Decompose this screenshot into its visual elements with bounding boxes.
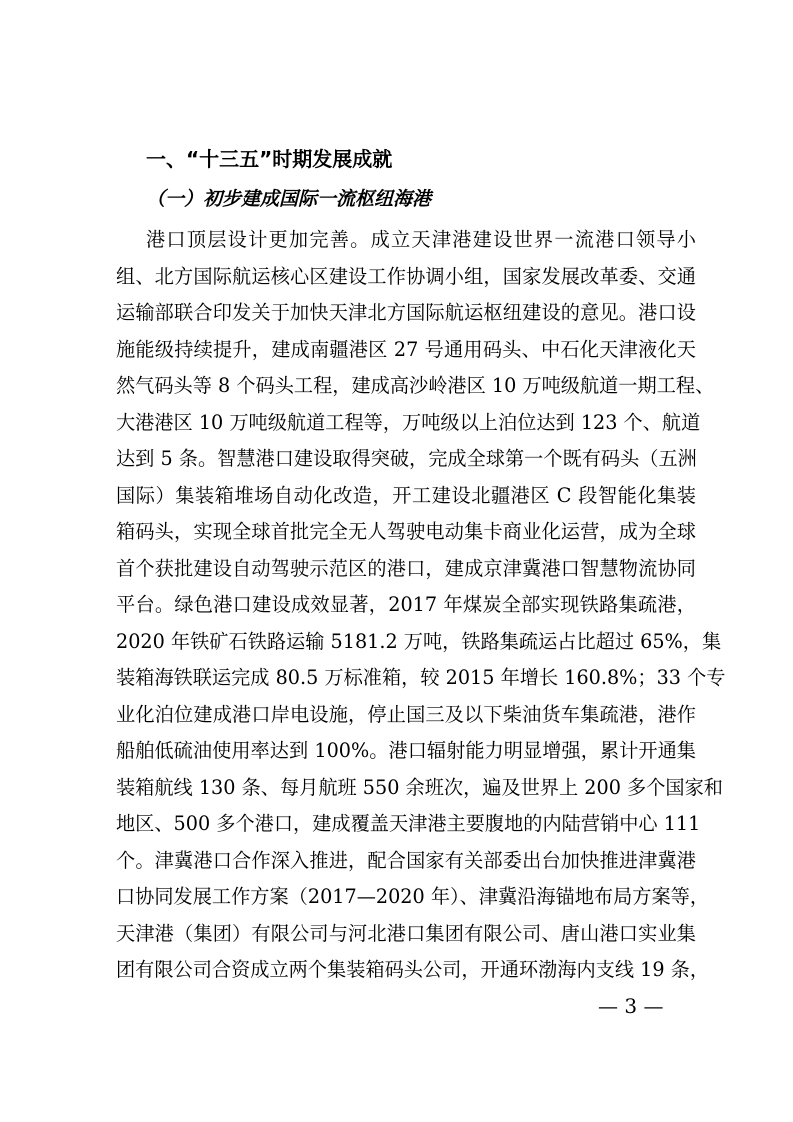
paragraph-line: 施能级持续提升，建成南疆港区 27 号通用码头、中石化天津液化天	[116, 337, 696, 361]
paragraph-line: 业化泊位建成港口岸电设施，停止国三及以下柴油货车集疏港，港作	[116, 702, 696, 726]
paragraph-line: 装箱海铁联运完成 80.5 万标准箱，较 2015 年增长 160.8%；33 个专	[116, 666, 726, 689]
body-paragraph	[116, 222, 726, 989]
page-number: — 3 —	[598, 994, 664, 1018]
paragraph-line: 国际）集装箱堆场自动化改造，开工建设北疆港区 C 段智能化集装	[116, 483, 696, 507]
paragraph-line: 然气码头等 8 个码头工程，建成高沙岭港区 10 万吨级航道一期工程、	[116, 374, 715, 397]
paragraph-line: 2020 年铁矿石铁路运输 5181.2 万吨，铁路集疏运占比超过 65%，集	[116, 629, 722, 653]
paragraph-line: 装箱航线 130 条、每月航班 550 余班次，遍及世界上 200 多个国家和	[116, 775, 723, 799]
paragraph-line: 天津港（集团）有限公司与河北港口集团有限公司、唐山港口实业集	[116, 921, 696, 945]
paragraph-line: 组、北方国际航运核心区建设工作协调小组，国家发展改革委、交通	[116, 264, 696, 288]
paragraph-line: 箱码头，实现全球首批完全无人驾驶电动集卡商业化运营，成为全球	[116, 520, 696, 543]
section-heading: 一、“十三五”时期发展成就	[146, 147, 393, 171]
paragraph-line: 首个获批建设自动驾驶示范区的港口，建成京津冀港口智慧物流协同	[116, 556, 696, 580]
paragraph-line: 运输部联合印发关于加快天津北方国际航运枢纽建设的意见。港口设	[116, 301, 696, 324]
paragraph-line: 个。津冀港口合作深入推进，配合国家有关部委出台加快推进津冀港	[116, 848, 696, 872]
paragraph-line: 平台。绿色港口建设成效显著，2017 年煤炭全部实现铁路集疏港，	[116, 593, 696, 616]
paragraph-line: 大港港区 10 万吨级航道工程等，万吨级以上泊位达到 123 个、航道	[116, 410, 701, 434]
subsection-heading: （一）初步建成国际一流枢纽海港	[146, 188, 432, 210]
paragraph-line: 船舶低硫油使用率达到 100%。港口辐射能力明显增强，累计开通集	[116, 739, 696, 762]
paragraph-line: 达到 5 条。智慧港口建设取得突破，完成全球第一个既有码头（五洲	[116, 447, 697, 470]
paragraph-line: 地区、500 多个港口，建成覆盖天津港主要腹地的内陆营销中心 111	[116, 812, 701, 835]
paragraph-line: 团有限公司合资成立两个集装箱码头公司，开通环渤海内支线 19 条，	[116, 958, 710, 981]
paragraph-line: 口协同发展工作方案（2017—2020 年）、津冀沿海锚地布局方案等，	[116, 885, 710, 908]
paragraph-line: 港口顶层设计更加完善。成立天津港建设世界一流港口领导小	[146, 228, 696, 251]
